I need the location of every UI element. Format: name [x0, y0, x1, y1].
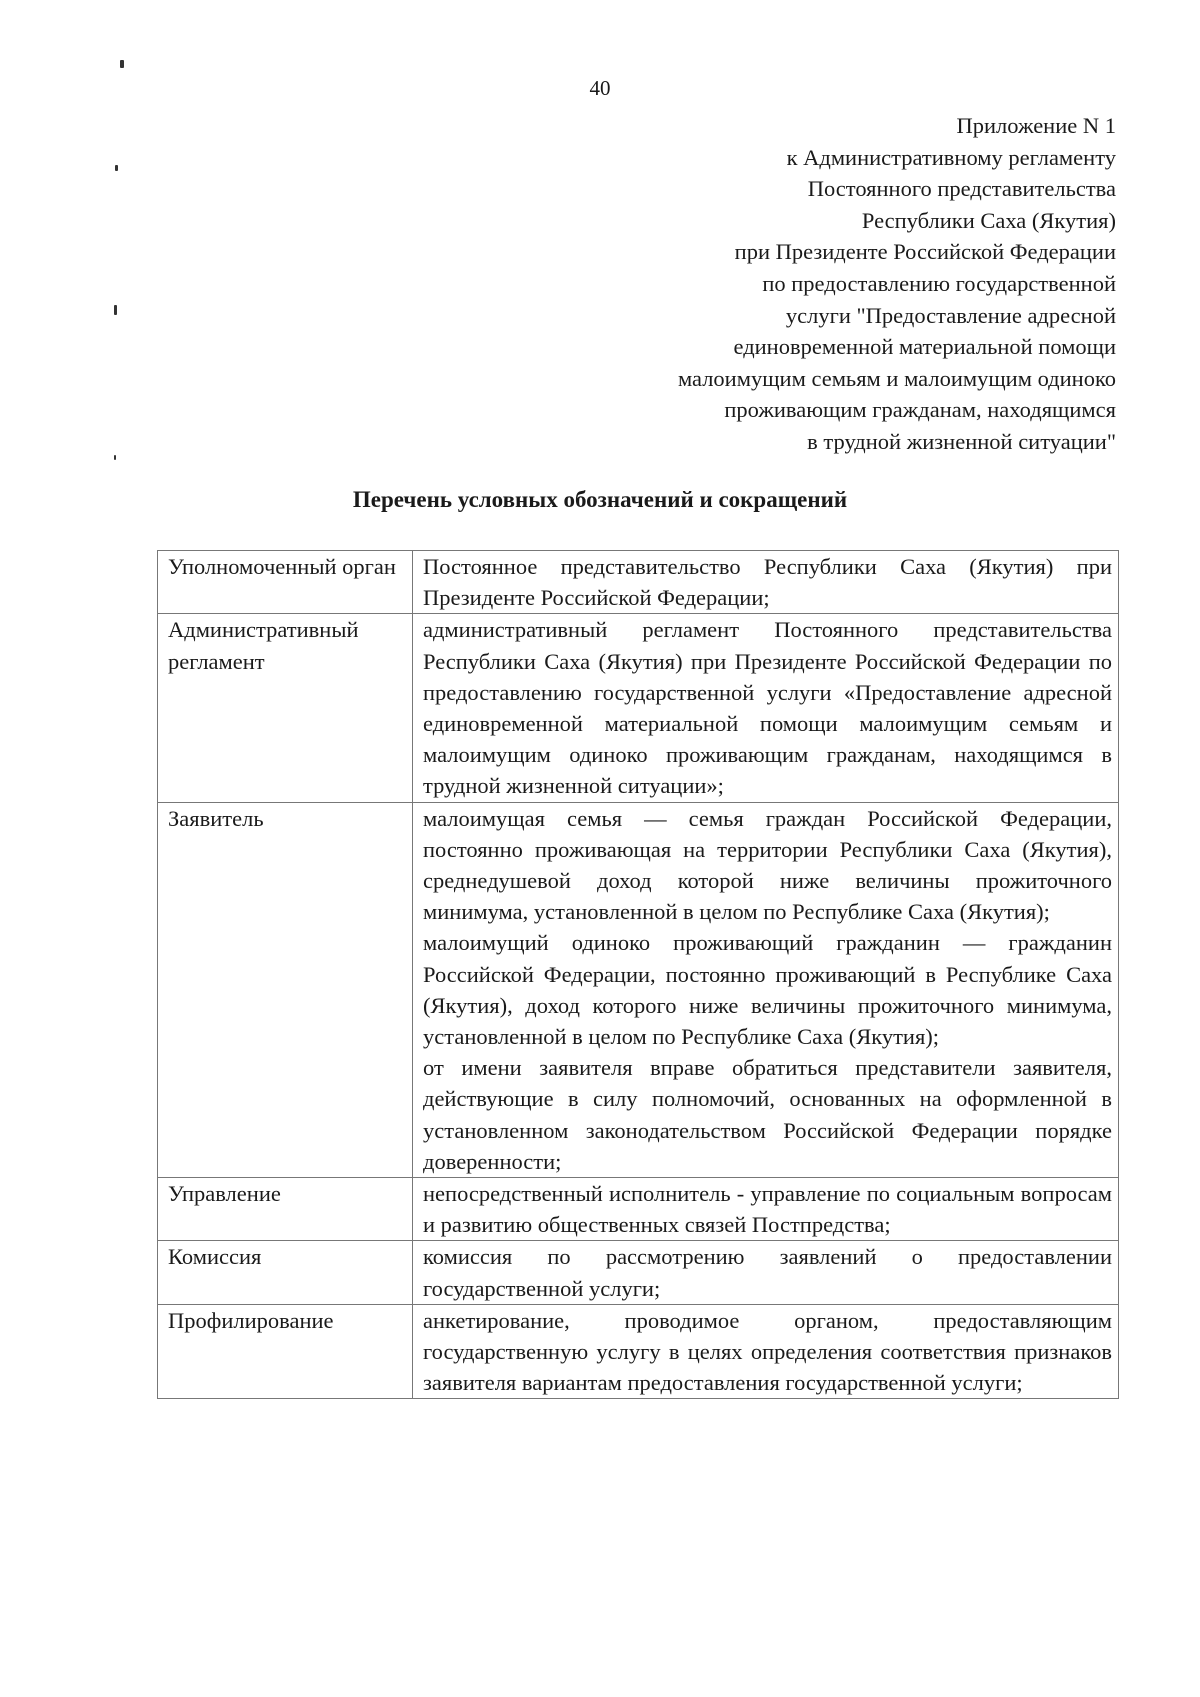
annex-line: Республики Саха (Якутия) [861, 207, 1116, 233]
definition-cell [413, 1241, 1119, 1304]
definition-text: малоимущая семья — семья граждан Российской Федерации, постоянно проживающая на территории Республики Саха (Якутия), среднедушевой доход которой ниже величины прожиточного минимума, установленной в целом по Республике Саха (Якутия); [423, 805, 1112, 925]
definition-cell [413, 802, 1119, 1177]
annex-line: услуги "Предоставление адресной [785, 302, 1116, 328]
annex-line: Постоянного представительства [807, 176, 1116, 202]
term-cell: Профилирование [158, 1304, 413, 1399]
table-row [158, 614, 1119, 802]
term-cell: Управление [158, 1178, 413, 1241]
annex-line: по предоставлению государственной [762, 270, 1116, 296]
term-cell: Уполномоченный орган [158, 551, 413, 614]
definition-text: непосредственный исполнитель - управление по социальным вопросам и развитию общественных связей Постпредства; [423, 1181, 1112, 1238]
definition-cell [413, 1178, 1119, 1241]
definition-text: малоимущий одиноко проживающий гражданин — гражданин Российской Федерации, постоянно проживающий в Республике Саха (Якутия), доход которого ниже величины прожиточного минимума, установленной в целом по Республике Саха (Якутия); [423, 930, 1112, 1050]
definition-text: административный регламент Постоянного представительства Республики Саха (Якутия) при Президенте Российской Федерации по предоставлению государственной услуги «Предоставление адресной единовременной материальной помощи малоимущим семьям и малоимущим одиноко проживающим гражданам, находящимся в трудной жизненной ситуации»; [423, 617, 1112, 799]
table-row [158, 551, 1119, 614]
table-row [158, 1178, 1119, 1241]
definition-cell [413, 551, 1119, 614]
table-row [158, 1304, 1119, 1399]
annex-line: Приложение N 1 [956, 113, 1116, 138]
annex-header [678, 110, 1116, 458]
annex-line: в трудной жизненной ситуации" [807, 428, 1116, 454]
annex-line: при Президенте Российской Федерации [734, 239, 1116, 265]
definition-cell [413, 1304, 1119, 1399]
abbreviations-table [157, 550, 1119, 1399]
annex-line: проживающим гражданам, находящимся [724, 397, 1116, 423]
annex-line: единовременной материальной помощи [733, 334, 1116, 360]
definition-text: анкетирование, проводимое органом, предоставляющим государственную услугу в целях определения соответствия признаков заявителя вариантам предоставления государственной услуги; [423, 1307, 1112, 1396]
table-row [158, 802, 1119, 1177]
annex-line: к Административному регламенту [786, 144, 1116, 170]
definition-cell [413, 614, 1119, 802]
term-cell: Заявитель [158, 802, 413, 1177]
page-title: Перечень условных обозначений и сокращений [352, 487, 848, 512]
annex-line: малоимущим семьям и малоимущим одиноко [677, 365, 1116, 391]
term-cell: Административный регламент [158, 614, 413, 802]
definition-text: от имени заявителя вправе обратиться представители заявителя, действующие в силу полномочий, основанных на оформленной в установленном законодательством Российской Федерации порядке доверенности; [423, 1055, 1112, 1174]
page-number: 40 [589, 76, 611, 100]
term-cell: Комиссия [158, 1241, 413, 1304]
definition-text: комиссия по рассмотрению заявлений о предоставлении государственной услуги; [423, 1244, 1112, 1301]
table-row [158, 1241, 1119, 1304]
definition-text: Постоянное представительство Республики Саха (Якутия) при Президенте Российской Федерации; [423, 554, 1112, 611]
